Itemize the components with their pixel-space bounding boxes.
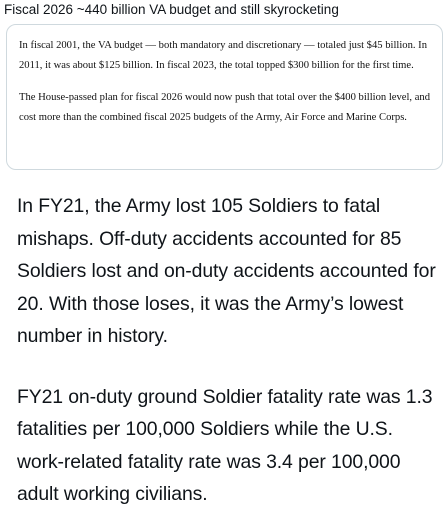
quoted-article-card[interactable] — [6, 24, 443, 170]
tweet-paragraph-2: FY21 on-duty ground Soldier fatality rate was 1.3 fatalities per 100,000 Soldiers while the U.S. work-related fatality rate was 3.4 per 100,000 adult working civilians. — [17, 385, 433, 505]
quote-paragraph-2: The House-passed plan for fiscal 2026 would now push that total over the $400 billion level, and cost more than the combined fiscal 2025 budgets of the Army, Air Force and Marine Corps. — [19, 92, 431, 123]
tweet-paragraph-1: In FY21, the Army lost 105 Soldiers to fatal mishaps. Off-duty accidents accounted for 85 Soldiers lost and on-duty accidents accounted for 20. With those loses, it was the Army’s lowest number in history. — [17, 195, 436, 347]
quote-paragraph-1: In fiscal 2001, the VA budget — both mandatory and discretionary — totaled just $45 billion. In 2011, it was about $125 billion. In fiscal 2023, the total topped $300 billion for the first time. — [19, 40, 427, 71]
post-header-text: Fiscal 2026 ~440 billion VA budget and still skyrocketing — [4, 2, 339, 17]
quoted-article-text — [19, 36, 443, 127]
tweet-body-text — [17, 190, 445, 511]
